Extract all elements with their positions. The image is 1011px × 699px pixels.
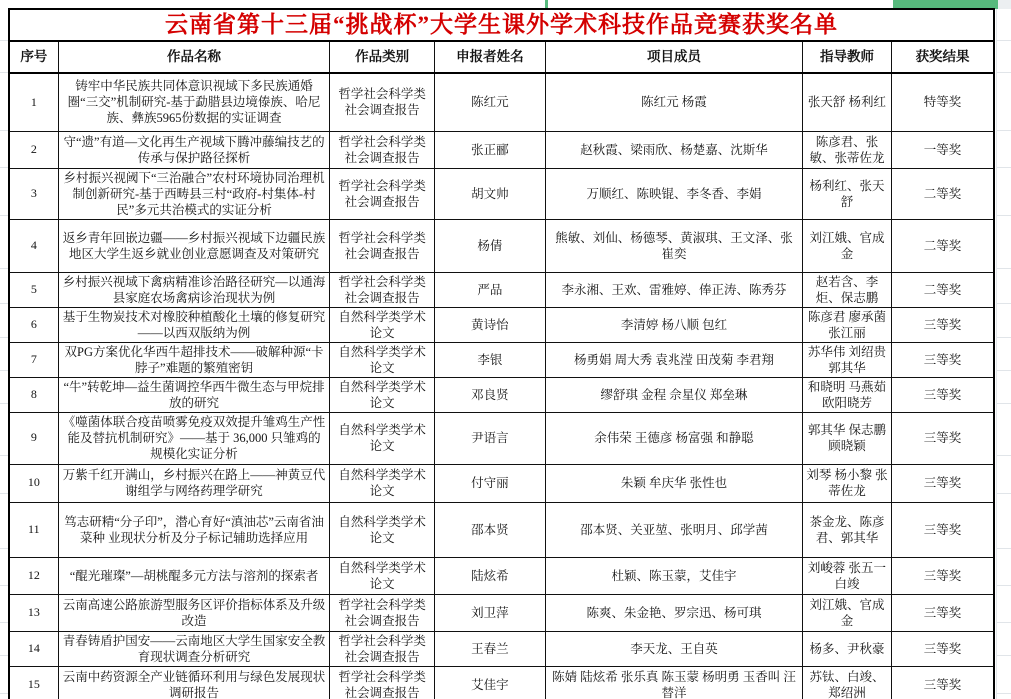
row-number-cell[interactable]: 6	[9, 307, 58, 342]
grid-line-horizontal	[0, 268, 8, 269]
table-row	[9, 502, 994, 557]
work-title-cell[interactable]: 守“遗”有道—文化再生产视域下腾冲藤编技艺的传承与保护路径探析	[58, 131, 330, 168]
row-number-cell[interactable]: 14	[9, 631, 58, 666]
grid-line-horizontal	[0, 370, 8, 371]
applicant-name-cell[interactable]: 邓良贤	[434, 377, 545, 412]
work-category-cell[interactable]: 哲学社会科学类社会调查报告	[330, 666, 434, 699]
work-category-cell[interactable]: 自然科学类学术论文	[330, 557, 434, 594]
table-row	[9, 631, 994, 666]
applicant-name-cell[interactable]: 艾佳宇	[434, 666, 545, 699]
applicant-name-cell[interactable]: 陈红元	[434, 73, 545, 131]
applicant-name-cell[interactable]: 张正郦	[434, 131, 545, 168]
work-title-cell[interactable]: 乡村振兴视阈下“三治融合”农村环境协同治理机制创新研究-基于西畴县三村“政府-村集体-村民”多元共治模式的实证分析	[58, 168, 330, 219]
project-members-cell[interactable]: 陈爽、朱金艳、罗宗迅、杨可琪	[546, 594, 803, 631]
work-category-cell[interactable]: 自然科学类学术论文	[330, 377, 434, 412]
project-members-cell[interactable]: 杜颖、陈玉蒙，艾佳宇	[546, 557, 803, 594]
work-title-cell[interactable]: “醌光璀璨”—胡桃醌多元方法与溶剂的探索者	[58, 557, 330, 594]
applicant-name-cell[interactable]: 黄诗怡	[434, 307, 545, 342]
grid-line-horizontal	[997, 167, 1011, 168]
project-members-cell[interactable]: 余伟荣 王德彦 杨富强 和静聪	[546, 412, 803, 464]
col-header-no[interactable]: 序号	[9, 41, 58, 73]
grid-line-horizontal	[0, 72, 8, 73]
work-category-cell[interactable]: 自然科学类学术论文	[330, 502, 434, 557]
applicant-name-cell[interactable]: 刘卫萍	[434, 594, 545, 631]
project-members-cell[interactable]: 赵秋霞、梁雨欣、杨楚嘉、沈斯华	[546, 131, 803, 168]
row-number-cell[interactable]: 2	[9, 131, 58, 168]
table-row	[9, 412, 994, 464]
project-members-cell[interactable]: 李清婷 杨八顺 包红	[546, 307, 803, 342]
grid-line-horizontal	[0, 167, 8, 168]
grid-line-horizontal	[997, 72, 1011, 73]
margin-cell-shade	[998, 0, 1011, 9]
table-row	[9, 168, 994, 219]
work-category-cell[interactable]: 哲学社会科学类社会调查报告	[330, 219, 434, 272]
grid-line-horizontal	[997, 548, 1011, 549]
grid-line-horizontal	[997, 337, 1011, 338]
row-number-cell[interactable]: 8	[9, 377, 58, 412]
row-number-cell[interactable]: 11	[9, 502, 58, 557]
table-row	[9, 73, 994, 131]
advisors-cell[interactable]: 陈彦君 廖承菌 张江丽	[802, 307, 891, 342]
advisors-cell[interactable]: 杨利红、张天舒	[802, 168, 891, 219]
grid-line-horizontal	[0, 622, 8, 623]
award-result-cell[interactable]: 三等奖	[892, 631, 994, 666]
grid-line-horizontal	[997, 493, 1011, 494]
grid-line-horizontal	[997, 130, 1011, 131]
column-marker-tick	[545, 0, 548, 8]
row-number-cell[interactable]: 3	[9, 168, 58, 219]
award-result-cell[interactable]: 一等奖	[892, 131, 994, 168]
work-category-cell[interactable]: 哲学社会科学类社会调查报告	[330, 131, 434, 168]
work-category-cell[interactable]: 哲学社会科学类社会调查报告	[330, 272, 434, 307]
row-number-cell[interactable]: 9	[9, 412, 58, 464]
work-title-cell[interactable]: 返乡青年回嵌边疆——乡村振兴视域下边疆民族地区大学生返乡就业创业意愿调查及对策研究	[58, 219, 330, 272]
advisors-cell[interactable]: 郭其华 保志鹏 顾晓颖	[802, 412, 891, 464]
col-header-category[interactable]: 作品类别	[330, 41, 434, 73]
grid-line-horizontal	[997, 622, 1011, 623]
advisors-cell[interactable]: 刘峻蓉 张五一 白竣	[802, 557, 891, 594]
advisors-cell[interactable]: 张天舒 杨利红	[802, 73, 891, 131]
award-result-cell[interactable]: 二等奖	[892, 219, 994, 272]
grid-line-horizontal	[0, 130, 8, 131]
work-title-cell[interactable]: 云南中药资源全产业链循环利用与绿色发展现状调研报告	[58, 666, 330, 699]
grid-line-horizontal	[0, 455, 8, 456]
grid-line-horizontal	[997, 370, 1011, 371]
grid-line-horizontal	[0, 403, 8, 404]
grid-line-horizontal	[997, 655, 1011, 656]
table-row	[9, 307, 994, 342]
award-result-cell[interactable]: 三等奖	[892, 557, 994, 594]
table-row	[9, 131, 994, 168]
table-row	[9, 464, 994, 502]
grid-line-horizontal	[997, 268, 1011, 269]
grid-line-horizontal	[0, 693, 8, 694]
grid-line-horizontal	[0, 655, 8, 656]
advisors-cell[interactable]: 苏钛、白竣、郑绍洲	[802, 666, 891, 699]
work-category-cell[interactable]: 自然科学类学术论文	[330, 307, 434, 342]
grid-line-horizontal	[997, 693, 1011, 694]
project-members-cell[interactable]: 陈红元 杨霞	[546, 73, 803, 131]
applicant-name-cell[interactable]: 李银	[434, 342, 545, 377]
table-row	[9, 272, 994, 307]
grid-line-horizontal	[0, 585, 8, 586]
advisors-cell[interactable]: 杨多、尹秋豪	[802, 631, 891, 666]
award-result-cell[interactable]: 三等奖	[892, 464, 994, 502]
col-header-members[interactable]: 项目成员	[546, 41, 803, 73]
grid-line-horizontal	[0, 303, 8, 304]
project-members-cell[interactable]: 李永湘、王欢、雷雅婷、俸正涛、陈秀芬	[546, 272, 803, 307]
row-number-cell[interactable]: 15	[9, 666, 58, 699]
work-title-cell[interactable]: 云南高速公路旅游型服务区评价指标体系及升级改造	[58, 594, 330, 631]
project-members-cell[interactable]: 熊敏、刘仙、杨德琴、黄淑琪、王文泽、张崔奕	[546, 219, 803, 272]
award-result-cell[interactable]: 三等奖	[892, 666, 994, 699]
work-category-cell[interactable]: 自然科学类学术论文	[330, 342, 434, 377]
advisors-cell[interactable]: 赵若含、李炬、保志鹏	[802, 272, 891, 307]
grid-line-horizontal	[997, 455, 1011, 456]
grid-line-horizontal	[997, 303, 1011, 304]
work-category-cell[interactable]: 自然科学类学术论文	[330, 464, 434, 502]
advisors-cell[interactable]: 陈彦君、张敏、张蒂佐龙	[802, 131, 891, 168]
grid-line-horizontal	[997, 403, 1011, 404]
grid-line-horizontal	[0, 493, 8, 494]
grid-line-horizontal	[997, 585, 1011, 586]
award-result-cell[interactable]: 二等奖	[892, 272, 994, 307]
applicant-name-cell[interactable]: 尹语言	[434, 412, 545, 464]
award-result-cell[interactable]: 二等奖	[892, 168, 994, 219]
project-members-cell[interactable]: 陈婧 陆炫希 张乐真 陈玉蒙 杨明勇 玉香叫 汪替洋	[546, 666, 803, 699]
grid-line-horizontal	[0, 548, 8, 549]
table-row	[9, 666, 994, 699]
applicant-name-cell[interactable]: 胡文帅	[434, 168, 545, 219]
work-category-cell[interactable]: 哲学社会科学类社会调查报告	[330, 168, 434, 219]
award-result-cell[interactable]: 三等奖	[892, 594, 994, 631]
applicant-name-cell[interactable]: 王春兰	[434, 631, 545, 666]
applicant-name-cell[interactable]: 付守丽	[434, 464, 545, 502]
row-number-cell[interactable]: 1	[9, 73, 58, 131]
applicant-name-cell[interactable]: 严品	[434, 272, 545, 307]
project-members-cell[interactable]: 万顺红、陈映锟、李冬香、李娟	[546, 168, 803, 219]
advisors-cell[interactable]: 和晓明 马燕茹 欧阳晓芳	[802, 377, 891, 412]
work-title-cell[interactable]: 基于生物炭技术对橡胶种植酸化土壤的修复研究——以西双版纳为例	[58, 307, 330, 342]
project-members-cell[interactable]: 李天龙、王自英	[546, 631, 803, 666]
col-header-title[interactable]: 作品名称	[58, 41, 330, 73]
grid-line-horizontal	[997, 40, 1011, 41]
col-header-applicant[interactable]: 申报者姓名	[434, 41, 545, 73]
applicant-name-cell[interactable]: 杨倩	[434, 219, 545, 272]
advisors-cell[interactable]: 刘江娥、官成金	[802, 219, 891, 272]
work-title-cell[interactable]: 铸牢中华民族共同体意识视域下多民族通婚圈“三交”机制研究-基于勐腊县边境傣族、哈尼族、彝族5965份数据的实证调查	[58, 73, 330, 131]
work-category-cell[interactable]: 自然科学类学术论文	[330, 412, 434, 464]
work-title-cell[interactable]: 乡村振兴视域下禽病精准诊治路径研究—以通海县家庭农场禽病诊治现状为例	[58, 272, 330, 307]
row-number-cell[interactable]: 12	[9, 557, 58, 594]
table-row	[9, 342, 994, 377]
award-result-cell[interactable]: 三等奖	[892, 412, 994, 464]
award-result-cell[interactable]: 特等奖	[892, 73, 994, 131]
work-title-cell[interactable]: 万紫千红开满山，乡村振兴在路上——神黄豆代谢组学与网络药理学研究	[58, 464, 330, 502]
applicant-name-cell[interactable]: 陆炫希	[434, 557, 545, 594]
advisors-cell[interactable]: 刘江娥、官成金	[802, 594, 891, 631]
row-number-cell[interactable]: 7	[9, 342, 58, 377]
work-title-cell[interactable]: “牛”转乾坤—益生菌调控华西牛微生态与甲烷排放的研究	[58, 377, 330, 412]
advisors-cell[interactable]: 苏华伟 刘绍贵 郭其华	[802, 342, 891, 377]
advisors-cell[interactable]: 茶金龙、陈彦君、郭其华	[802, 502, 891, 557]
work-category-cell[interactable]: 哲学社会科学类社会调查报告	[330, 594, 434, 631]
work-title-cell[interactable]: 青春铸盾护国安——云南地区大学生国家安全教育现状调查分析研究	[58, 631, 330, 666]
row-number-cell[interactable]: 4	[9, 219, 58, 272]
table-row	[9, 219, 994, 272]
row-number-cell[interactable]: 5	[9, 272, 58, 307]
work-title-cell[interactable]: 双PG方案优化华西牛超排技术——破解种源“卡脖子”难题的繁殖密钥	[58, 342, 330, 377]
row-number-cell[interactable]: 13	[9, 594, 58, 631]
grid-line-horizontal	[997, 215, 1011, 216]
advisors-cell[interactable]: 刘琴 杨小黎 张蒂佐龙	[802, 464, 891, 502]
grid-line-horizontal	[0, 40, 8, 41]
applicant-name-cell[interactable]: 邵本贤	[434, 502, 545, 557]
grid-line-vertical	[996, 9, 997, 699]
work-category-cell[interactable]: 哲学社会科学类社会调查报告	[330, 73, 434, 131]
row-number-cell[interactable]: 10	[9, 464, 58, 502]
award-result-cell[interactable]: 三等奖	[892, 377, 994, 412]
awards-table	[8, 8, 995, 699]
table-row	[9, 377, 994, 412]
work-category-cell[interactable]: 哲学社会科学类社会调查报告	[330, 631, 434, 666]
col-header-award[interactable]: 获奖结果	[892, 41, 994, 73]
award-result-cell[interactable]: 三等奖	[892, 307, 994, 342]
project-members-cell[interactable]: 杨勇娟 周大秀 袁兆滢 田茂菊 李君翔	[546, 342, 803, 377]
sheet-title[interactable]: 云南省第十三届“挑战杯”大学生课外学术科技作品竞赛获奖名单	[9, 9, 994, 41]
project-members-cell[interactable]: 缪舒琪 金程 佘星仪 郑垒琳	[546, 377, 803, 412]
table-row	[9, 557, 994, 594]
award-result-cell[interactable]: 三等奖	[892, 502, 994, 557]
work-title-cell[interactable]: 《噬菌体联合疫苗喷雾免疫双效提升雏鸡生产性能及替抗机制研究》——基于 36,000 只雏鸡的规模化实证分析	[58, 412, 330, 464]
project-members-cell[interactable]: 朱颖 牟庆华 张性也	[546, 464, 803, 502]
work-title-cell[interactable]: 笃志研精“分子印”，潜心育好“滇油芯”云南省油菜种 业现状分析及分子标记辅助选择应用	[58, 502, 330, 557]
project-members-cell[interactable]: 邵本贤、关亚堃、张明月、邱学茜	[546, 502, 803, 557]
grid-line-horizontal	[0, 337, 8, 338]
award-result-cell[interactable]: 三等奖	[892, 342, 994, 377]
table-row	[9, 594, 994, 631]
grid-line-horizontal	[0, 215, 8, 216]
col-header-advisors[interactable]: 指导教师	[802, 41, 891, 73]
